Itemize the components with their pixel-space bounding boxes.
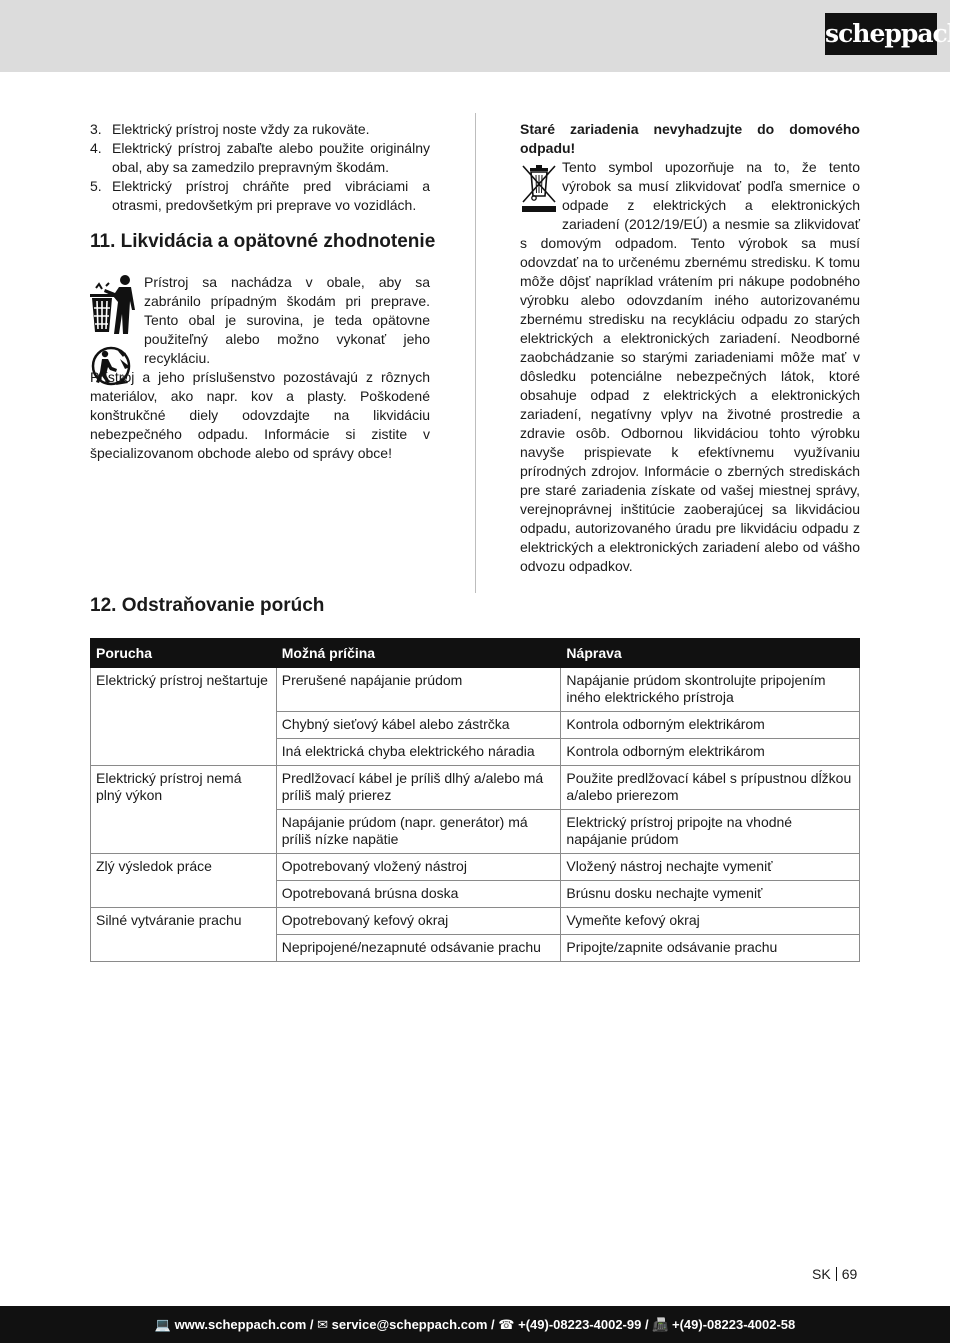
table-cell: Opotrebovaný kefový okraj [276, 908, 561, 935]
table-cell [91, 810, 277, 854]
table-cell [91, 712, 277, 739]
fax-number: +(49)-08223-4002-58 [672, 1317, 796, 1332]
materials-paragraph: Prístroj a jeho príslušenstvo pozostávajú z rôznych materiálov, ako napr. kov a plasty. Poškodené konštrukčné diely odovzdajte na likvidáciu nebezpečného odpadu. Informácie si zistite v špecializovanom obchode alebo od správy obce! [90, 369, 430, 461]
footer-separator: / [641, 1317, 653, 1332]
table-cell: Brúsnu dosku nechajte vymeniť [561, 881, 860, 908]
table-row [91, 854, 860, 881]
language-code: SK [812, 1266, 831, 1282]
phone-icon: ☎ [498, 1317, 515, 1332]
website-link[interactable]: www.scheppach.com [174, 1317, 307, 1332]
steps-list [90, 120, 430, 215]
table-cell [91, 881, 277, 908]
mail-icon: ✉ [317, 1317, 329, 1332]
table-cell: Kontrola odborným elektrikárom [561, 739, 860, 766]
table-cell [91, 935, 277, 962]
table-cell: Elektrický prístroj nemá plný výkon [91, 766, 277, 810]
table-cell: Použite predlžovací kábel s prípustnou dĺžkou a/alebo prierezom [561, 766, 860, 810]
contact-footer [0, 1306, 950, 1343]
table-cell: Elektrický prístroj neštartuje [91, 668, 277, 712]
table-cell: Napájanie prúdom skontrolujte pripojením iného elektrického prístroja [561, 668, 860, 712]
header-band [0, 0, 950, 72]
table-cell: Prerušené napájanie prúdom [276, 668, 561, 712]
footer-separator: / [306, 1317, 318, 1332]
table-cell: Opotrebovaný vložený nástroj [276, 854, 561, 881]
table-row [91, 881, 860, 908]
table-cell: Predlžovací kábel je príliš dlhý a/alebo má príliš malý prierez [276, 766, 561, 810]
footer-separator: / [487, 1317, 499, 1332]
table-cell: Vložený nástroj nechajte vymeniť [561, 854, 860, 881]
page-number-value: 69 [841, 1266, 858, 1282]
column-header: Možná príčina [276, 639, 561, 668]
weee-text: Tento symbol upozorňuje na to, že tento výrobok sa musí zlikvidovať podľa smernice o odpade z elektrických a elektronických zariadení (2012/19/EÚ) a nesmie sa zlikvidovať s domovým odpadom. Tento výrobok sa musí odovzdať na to určenému zbernému stredisku. K tomu môže dôjsť napríklad vrátením pri nákupe podobného výrobku alebo odovzdaním iného autorizovanému zbernému stredisku na recykláciu odpadu zo starých elektrických a elektronických zariadení. Neodborné zaobchádzanie so starými zariadeniami môže mať v dôsledku potenciálne nebezpečných látok, ktoré obsahuje odpad z elektrických a elektronických zariadení, negatívny vplyv na životné prostredie a zdravie osôb. Odbornou likvidáciou tohto výrobku navyše prispievate k efektívnemu využívaniu prírodných zdrojov. Informácie o zberných strediskách pre staré zariadenia získate od vašej miestnej správy, verejnoprávnej inštitúcie zaoberajúcej sa likvidáciou odpadu, autorizovaného úradu pre likvidáciu odpadu z elektrických a elektronických zariadení alebo od vášho odvozu odpadkov. [520, 159, 860, 574]
table-cell: Silné vytváranie prachu [91, 908, 277, 935]
table-row [91, 908, 860, 935]
table-cell: Chybný sieťový kábel alebo zástrčka [276, 712, 561, 739]
column-header: Náprava [561, 639, 860, 668]
fax-icon: 📠 [652, 1317, 669, 1332]
computer-icon: 💻 [154, 1317, 171, 1332]
table-cell: Napájanie prúdom (napr. generátor) má príliš nízke napätie [276, 810, 561, 854]
page-number [812, 1265, 857, 1283]
table-cell [91, 739, 277, 766]
table-cell: Iná elektrická chyba elektrického náradia [276, 739, 561, 766]
table-header-row [91, 639, 860, 668]
table-row [91, 766, 860, 810]
brand-logo: scheppach [825, 13, 937, 55]
email-link[interactable]: service@scheppach.com [331, 1317, 488, 1332]
crossed-bin-icon [520, 162, 558, 214]
page-separator [836, 1267, 837, 1281]
section-11-title: 11. Likvidácia a opätovné zhodnotenie [90, 231, 436, 252]
table-row [91, 810, 860, 854]
table-cell: Nepripojené/nezapnuté odsávanie prachu [276, 935, 561, 962]
table-row [91, 739, 860, 766]
list-item: 4. Elektrický prístroj zabaľte alebo použite originálny obal, aby sa zamedzilo prepravným škodám. [90, 140, 430, 175]
table-cell: Opotrebovaná brúsna doska [276, 881, 561, 908]
table-row [91, 935, 860, 962]
table-cell: Kontrola odborným elektrikárom [561, 712, 860, 739]
weee-section [520, 120, 860, 576]
phone-number: +(49)-08223-4002-99 [518, 1317, 642, 1332]
table-cell: Vymeňte kefový okraj [561, 908, 860, 935]
table-row [91, 712, 860, 739]
table-row [91, 668, 860, 712]
list-item: 3. Elektrický prístroj noste vždy za rukoväte. [90, 121, 370, 137]
column-divider [475, 113, 476, 593]
packaging-paragraph: Prístroj sa nachádza v obale, aby sa zabránilo prípadným škodám pri preprave. Tento obal je surovina, je teda opätovne použiteľný alebo možno vykonať jeho recykláciu. [144, 274, 430, 366]
section-12-title: 12. Odstraňovanie porúch [90, 595, 325, 616]
table-cell: Pripojte/zapnite odsávanie prachu [561, 935, 860, 962]
table-cell: Zlý výsledok práce [91, 854, 277, 881]
litter-bin-icon [90, 274, 138, 336]
weee-title: Staré zariadenia nevyhadzujte do domového odpadu! [520, 121, 860, 156]
column-header: Porucha [91, 639, 277, 668]
troubleshooting-table [90, 638, 860, 962]
transport-steps [90, 120, 430, 215]
list-item: 5. Elektrický prístroj chráňte pred vibráciami a otrasmi, predovšetkým pri preprave vo vozidlách. [90, 178, 430, 213]
table-cell: Elektrický prístroj pripojte na vhodné napájanie prúdom [561, 810, 860, 854]
